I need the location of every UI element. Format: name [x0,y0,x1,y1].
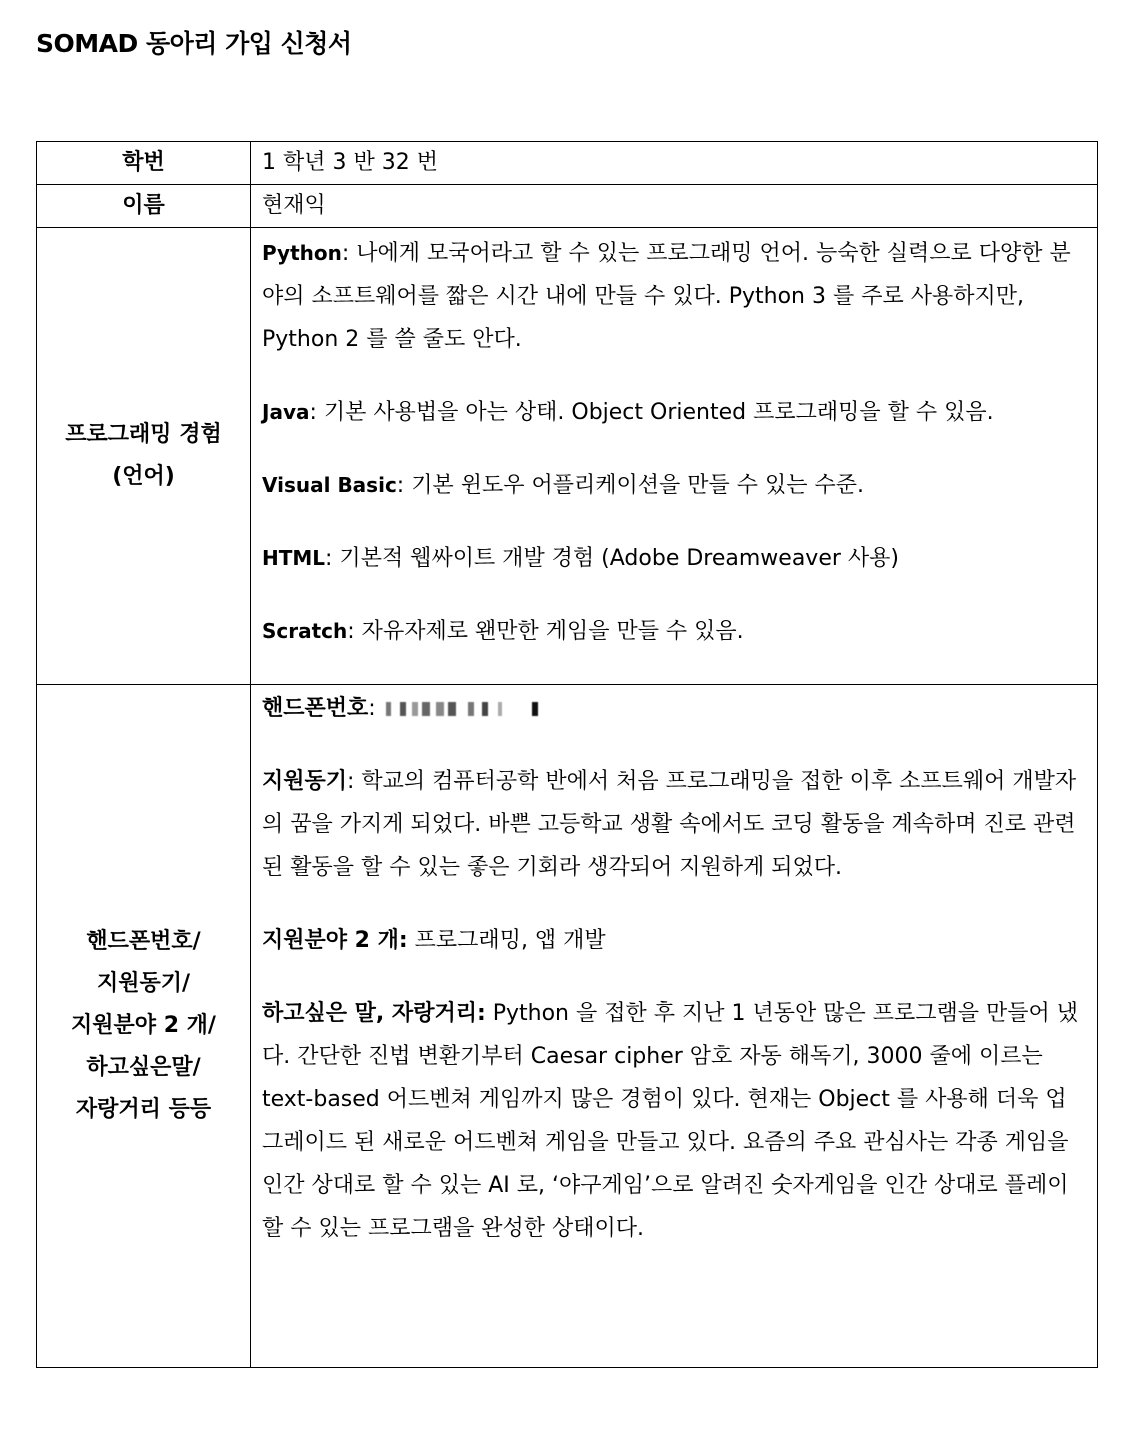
student-id-label: 학번 [37,142,251,185]
lang-entry-java [262,391,1079,434]
redacted-phone-number [382,702,542,716]
lang-text: : 기본적 웹싸이트 개발 경험 (Adobe Dreamweaver 사용) [325,546,899,571]
lang-entry-html [262,537,1079,580]
row-programming-experience [37,228,1098,685]
application-form-table [36,141,1098,1368]
message-entry [262,992,1079,1250]
name-value: 현재익 [251,185,1098,228]
lang-text: : 자유자제로 왠만한 게임을 만들 수 있음. [347,619,744,644]
lang-key: Python [262,241,342,265]
field-entry [262,919,1079,962]
programming-label [37,228,251,685]
programming-value [251,228,1098,685]
field-text: 프로그래밍, 앱 개발 [407,928,606,953]
etc-label-line: 자랑거리 등등 [75,1097,212,1122]
document-title: SOMAD 동아리 가입 신청서 [36,29,352,58]
message-key: 하고싶은 말, 자랑거리: [262,1001,486,1026]
phone-key: 핸드폰번호 [262,696,369,721]
programming-label-line1: 프로그래밍 경험 [65,422,222,447]
row-etc [37,685,1098,1368]
etc-label-line: 핸드폰번호/ [86,929,201,954]
student-id-value: 1 학년 3 반 32 번 [251,142,1098,185]
motivation-text: : 학교의 컴퓨터공학 반에서 처음 프로그래밍을 접한 이후 소프트웨어 개발자의 꿈을 가지게 되었다. 바쁜 고등학교 생활 속에서도 코딩 활동을 계속하며 진로 관련된 활동을 할 수 있는 좋은 기회라 생각되어 지원하게 되었다. [262,769,1077,880]
etc-label-line: 지원분야 2 개/ [71,1013,216,1038]
field-key: 지원분야 2 개: [262,928,408,953]
etc-label [37,685,251,1368]
lang-key: Visual Basic [262,473,397,497]
lang-key: Java [262,400,310,424]
motivation-key: 지원동기 [262,769,348,794]
lang-key: Scratch [262,619,348,643]
lang-text: : 기본 윈도우 어플리케이션을 만들 수 있는 수준. [396,473,864,498]
lang-entry-scratch [262,610,1079,653]
programming-label-line2: (언어) [112,464,175,489]
etc-label-line: 지원동기/ [96,971,191,996]
lang-key: HTML [262,546,326,570]
phone-entry [262,687,1079,730]
row-name [37,185,1098,228]
lang-entry-python [262,232,1079,361]
row-student-id [37,142,1098,185]
name-label: 이름 [37,185,251,228]
lang-text: : 나에게 모국어라고 할 수 있는 프로그래밍 언어. 능숙한 실력으로 다양한 분야의 소프트웨어를 짧은 시간 내에 만들 수 있다. Python 3 를 주로 사용하지만, Python 2 를 쓸 줄도 안다. [262,241,1071,352]
message-text: Python 을 접한 후 지난 1 년동안 많은 프로그램을 만들어 냈다. 간단한 진법 변환기부터 Caesar cipher 암호 자동 해독기, 3000 줄에 이르는 text-based 어드벤쳐 게임까지 많은 경험이 있다. 현재는 Object 를 사용해 더욱 업그레이드 된 새로운 어드벤쳐 게임을 만들고 있다. 요즘의 주요 관심사는 각종 게임을 인간 상대로 할 수 있는 AI 로, ‘야구게임’으로 알려진 숫자게임을 인간 상대로 플레이 할 수 있는 프로그램을 완성한 상태이다. [262,1001,1078,1241]
lang-text: : 기본 사용법을 아는 상태. Object Oriented 프로그래밍을 할 수 있음. [309,400,994,425]
lang-entry-visual-basic [262,464,1079,507]
motivation-entry [262,760,1079,889]
etc-label-line: 하고싶은말/ [86,1055,201,1080]
phone-separator: : [368,696,376,721]
etc-value [251,685,1098,1368]
